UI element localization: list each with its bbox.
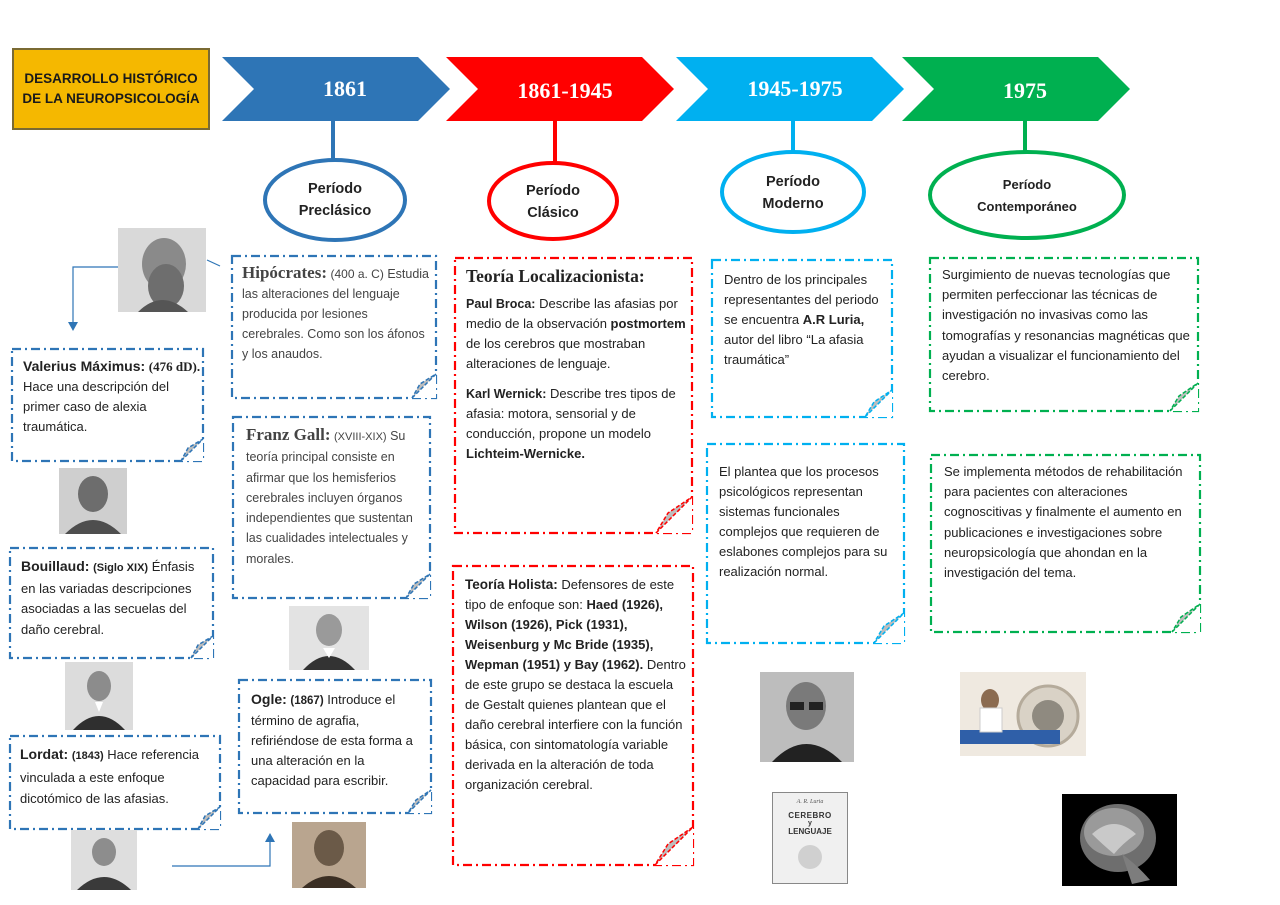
period-2-year: 1861-1945 — [517, 78, 613, 103]
period-4-name: Período Contemporáneo — [977, 177, 1077, 214]
period-4-year: 1975 — [1003, 78, 1047, 103]
portrait-bouillaud — [65, 662, 133, 730]
period-3-year: 1945-1975 — [747, 76, 843, 101]
box-holista: Teoría Holista: Defensores de este tipo de enfoque son: Haed (1926), Wilson (1926), Pick (1931), Weisenburg y Mc Bride (1935), Wepman (1951) y Bay (1962). Dentro de este grupo se destaca la escuela de Gestalt quienes plantean que el daño cerebral interfiere con la función básica, con sintomatología variable derivada en la alteración de toda organización cerebral. — [465, 577, 686, 792]
box-gall: Franz Gall: (XVIII-XIX) Su teoría principal consiste en afirmar que los hemisferios cerebrales incluyen órganos independientes que sustentan las cualidades intelectuales y morales. — [246, 425, 413, 566]
portrait-valerius — [59, 468, 127, 534]
box-contemporaneo-1: Surgimiento de nuevas tecnologías que permiten perfeccionar las técnicas de investigación no invasivas como las tomografías y resonancias magnéticas que ayudan a visualizar el funcionamiento del cerebro. — [942, 267, 1190, 384]
box-lordat: Lordat: (1843) Hace referencia vinculada a este enfoque dicotómico de las afasias. — [20, 746, 200, 806]
period-3-name: Período Moderno — [762, 174, 824, 212]
box-valerius: Valerius Máximus: (476 dD). Hace una descripción del primer caso de alexia traumática. — [23, 358, 201, 434]
box-localizacionista: Teoría Localizacionista: Paul Broca: Describe las afasias por medio de la observación postmortem de los cerebros que mostraban alteraciones de lenguaje. Karl Wernick: Describe tres tipos de afasia: motora, sensorial y de conducción, propone un modelo Lichteim-Wernicke. — [466, 266, 686, 461]
box-moderno-1: Dentro de los principales representantes del periodo se encuentra A.R Luria, autor del libro “La afasia traumática” — [724, 272, 879, 367]
box-ogle: Ogle: (1867) Introduce el término de agrafia, refiriéndose de esta forma a una alteración en la capacidad para escribir. — [251, 691, 413, 788]
portrait-ogle — [292, 822, 366, 888]
brain-mri-scan — [1062, 794, 1177, 886]
box-bouillaud: Bouillaud: (Siglo XIX) Énfasis en las variadas descripciones asociadas a las secuelas del daño cerebral. — [21, 558, 195, 637]
main-title: DESARROLLO HISTÓRICO DE LA NEUROPSICOLOGÍA — [12, 48, 210, 130]
portrait-lordat — [71, 830, 137, 890]
portrait-gall — [289, 606, 369, 670]
mri-scanner-photo — [960, 672, 1086, 756]
box-moderno-2: El plantea que los procesos psicológicos representan sistemas funcionales complejos que requieren de eslabones complejos para su realización normal. — [719, 464, 888, 579]
period-2-name: Período Clásico — [526, 183, 580, 221]
portrait-hipocrates — [118, 228, 206, 312]
portrait-luria — [760, 672, 854, 762]
period-1-year: 1861 — [323, 76, 367, 101]
box-contemporaneo-2: Se implementa métodos de rehabilitación para pacientes con alteraciones cognoscitivas y finalmente el aumento en publicaciones e investigaciones sobre neuropsicología que ahondan en la investigación del tema. — [944, 464, 1183, 581]
period-1-name: Período Preclásico — [298, 181, 372, 219]
box-hipocrates: Hipócrates: (400 a. C) Estudia las alteraciones del lenguaje producida por lesiones cerebrales. Como son los áfonos y los anaudos. — [242, 263, 430, 361]
book-cover: A. R. Luria CEREBRO y LENGUAJE — [772, 792, 848, 884]
